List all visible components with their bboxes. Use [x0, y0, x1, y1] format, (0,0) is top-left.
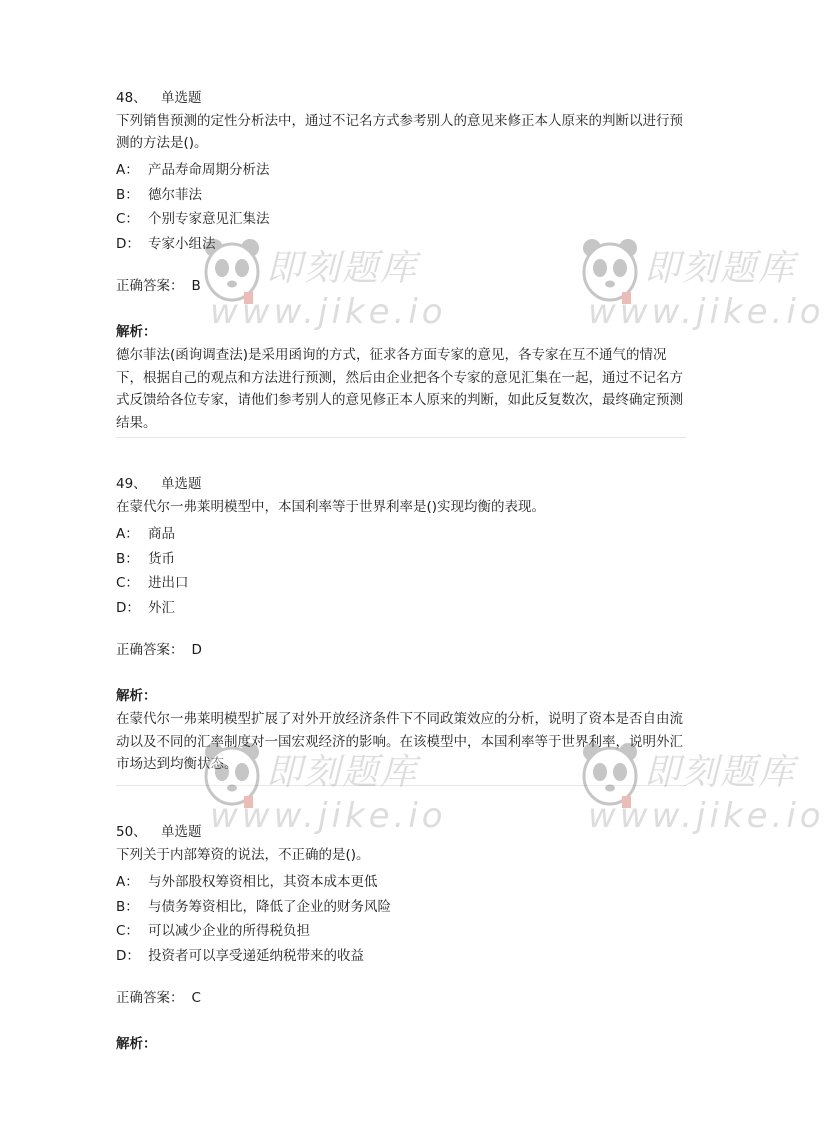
divider — [116, 437, 686, 438]
option-d: D： 专家小组法 — [116, 235, 216, 252]
option-b: B： 与债务筹资相比，降低了企业的财务风险 — [116, 898, 391, 915]
watermark-brand: 即刻题库 — [644, 752, 797, 793]
question-header — [116, 472, 686, 496]
option-b: B： 货币 — [116, 550, 175, 567]
question-number: 49、 — [116, 476, 147, 492]
analysis-label: 解析： — [116, 688, 157, 704]
question-header — [116, 820, 686, 844]
question-stem: 下列销售预测的定性分析法中，通过不记名方式参考别人的意见来修正本人原来的判断以进行预测的方法是()。 — [116, 113, 683, 151]
question-type: 单选题 — [160, 476, 202, 492]
question-48 — [116, 86, 686, 434]
option-c: C： 可以减少企业的所得税负担 — [116, 923, 310, 939]
option-a: A： 产品寿命周期分析法 — [116, 162, 270, 178]
option-d: D： 外汇 — [116, 599, 175, 616]
option-c: C： 个别专家意见汇集法 — [116, 211, 270, 227]
correct-answer — [116, 986, 686, 1010]
correct-answer — [116, 638, 686, 662]
option-a: A： 与外部股权筹资相比，其资本成本更低 — [116, 874, 378, 890]
answer-value: B — [191, 278, 201, 294]
watermark-url: www.jike.io — [588, 292, 825, 332]
answer-label: 正确答案： — [116, 278, 184, 294]
question-type: 单选题 — [160, 824, 202, 840]
question-49 — [116, 472, 686, 776]
analysis-label: 解析： — [116, 324, 157, 340]
option-d: D： 投资者可以享受递延纳税带来的收益 — [116, 947, 364, 964]
question-stem: 下列关于内部筹资的说法，不正确的是()。 — [116, 847, 370, 863]
question-number: 48、 — [116, 90, 147, 106]
divider — [116, 785, 686, 786]
analysis-label: 解析： — [116, 1036, 157, 1052]
answer-value: D — [191, 642, 202, 658]
question-50 — [116, 820, 686, 1056]
watermark-brand: 即刻题库 — [266, 248, 419, 289]
answer-label: 正确答案： — [116, 990, 184, 1006]
correct-answer — [116, 274, 686, 298]
question-stem: 在蒙代尔一弗莱明模型中，本国利率等于世界利率是()实现均衡的表现。 — [116, 499, 546, 515]
watermark-brand: 即刻题库 — [266, 752, 419, 793]
watermark-url: www.jike.io — [210, 796, 447, 836]
watermark-url: www.jike.io — [588, 796, 825, 836]
question-header — [116, 86, 686, 110]
option-list — [116, 870, 686, 968]
option-list — [116, 158, 686, 256]
option-list — [116, 522, 686, 620]
analysis-text: 德尔菲法(函询调查法)是采用函询的方式，征求各方面专家的意见，各专家在互不通气的情况下，根据自己的观点和方法进行预测，然后由企业把各个专家的意见汇集在一起，通过不记名方式反馈给各位专家，请他们参考别人的意见修正本人原来的判断，如此反复数次，最终确定预测结果。 — [116, 347, 683, 431]
question-number: 50、 — [116, 824, 147, 840]
answer-value: C — [191, 990, 201, 1006]
answer-label: 正确答案： — [116, 642, 184, 658]
watermark-brand: 即刻题库 — [644, 248, 797, 289]
watermark-url: www.jike.io — [210, 292, 447, 332]
option-a: A： 商品 — [116, 526, 175, 542]
question-type: 单选题 — [160, 90, 202, 106]
analysis-text: 在蒙代尔一弗莱明模型扩展了对外开放经济条件下不同政策效应的分析，说明了资本是否自由流动以及不同的汇率制度对一国宏观经济的影响。在该模型中，本国利率等于世界利率，说明外汇市场达到均衡状态。 — [116, 711, 683, 772]
option-c: C： 进出口 — [116, 575, 189, 591]
option-b: B： 德尔菲法 — [116, 186, 202, 203]
